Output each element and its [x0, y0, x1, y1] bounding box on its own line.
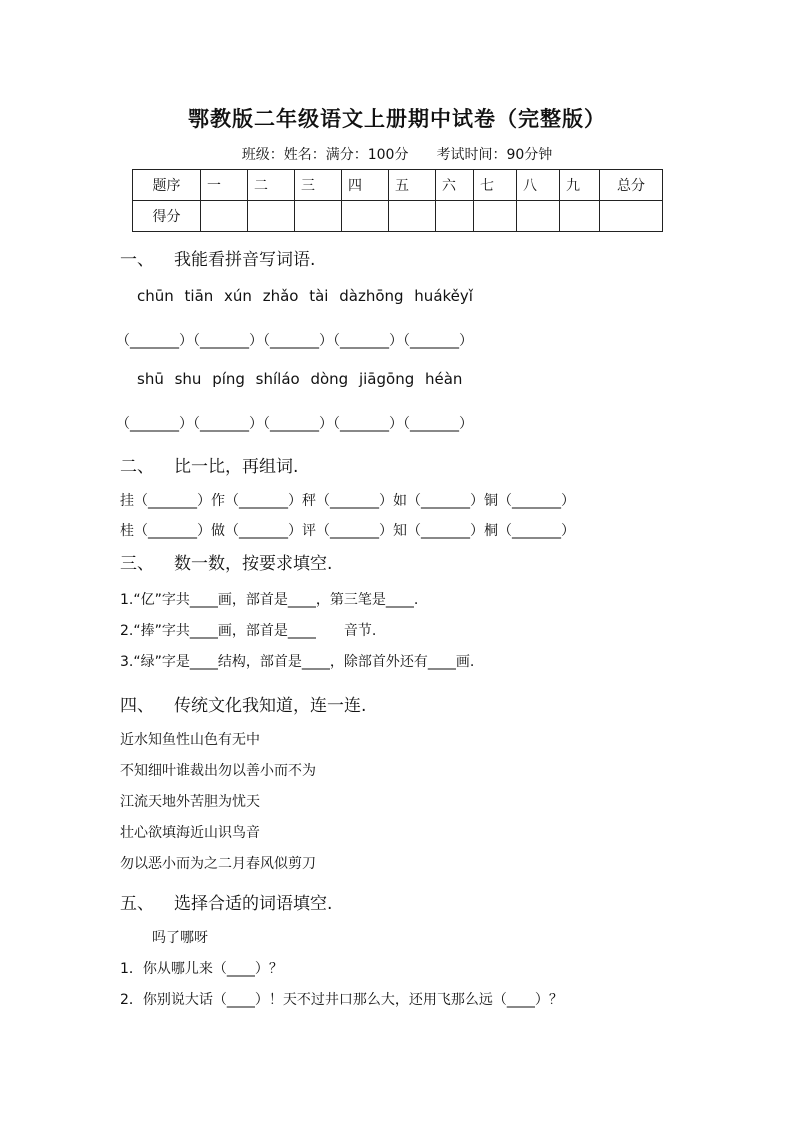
score-table — [132, 169, 663, 232]
score-cell[interactable] — [295, 201, 342, 232]
section-title: 选择合适的词语填空. — [174, 894, 333, 914]
section-title: 数一数，按要求填空. — [174, 554, 333, 574]
score-cell[interactable] — [389, 201, 436, 232]
section-4-heading — [120, 691, 366, 716]
question-3-1[interactable]: 1.“亿”字共____画，部首是____，第三笔是____. — [120, 592, 419, 608]
section-title: 传统文化我知道，连一连. — [174, 696, 367, 716]
question-5-2[interactable]: 2．你别说大话（____）！天不过井口那么大，还用飞那么远（____）？ — [120, 992, 563, 1008]
pinyin-row-2: shū shu píng shíláo dòng jiāgōng héàn — [137, 370, 463, 388]
page-title: 鄂教版二年级语文上册期中试卷（完整版） — [188, 106, 606, 131]
section-title: 比一比，再组词. — [174, 457, 299, 477]
score-row — [133, 201, 663, 232]
section-3-heading — [120, 549, 332, 574]
match-line: 江流天地外苦胆为忧天 — [120, 794, 260, 810]
match-line: 不知细叶谁裁出勿以善小而不为 — [120, 763, 316, 779]
score-row-label: 得分 — [133, 201, 201, 232]
exam-info: 班级：姓名：满分：100分 考试时间：90分钟 — [241, 147, 553, 163]
header-cell: 七 — [474, 170, 517, 201]
header-cell: 五 — [389, 170, 436, 201]
header-cell: 四 — [342, 170, 389, 201]
section-number: 四、 — [120, 696, 154, 716]
section-number: 五、 — [120, 894, 154, 914]
word-options: 吗了哪呀 — [152, 930, 208, 946]
score-cell[interactable] — [560, 201, 600, 232]
answer-blanks-row-2[interactable]: （_______）（_______）（_______）（_______）（_______） — [116, 416, 473, 432]
score-cell[interactable] — [436, 201, 474, 232]
question-3-2[interactable]: 2.“捧”字共____画，部首是____ 音节. — [120, 623, 377, 639]
score-header-row — [133, 170, 663, 201]
header-cell: 题序 — [133, 170, 201, 201]
score-cell[interactable] — [342, 201, 389, 232]
score-cell[interactable] — [474, 201, 517, 232]
question-3-3[interactable]: 3.“绿”字是____结构，部首是____，除部首外还有____画. — [120, 654, 475, 670]
section-number: 三、 — [120, 554, 154, 574]
section-2-heading — [120, 452, 298, 477]
score-cell[interactable] — [248, 201, 295, 232]
section-number: 二、 — [120, 457, 154, 477]
header-cell: 一 — [201, 170, 248, 201]
header-cell: 三 — [295, 170, 342, 201]
score-cell[interactable] — [517, 201, 560, 232]
header-cell: 六 — [436, 170, 474, 201]
compare-row-2[interactable]: 桂（_______）做（_______）评（_______）知（_______）桐（_______） — [120, 523, 575, 539]
header-cell: 二 — [248, 170, 295, 201]
section-title: 我能看拼音写词语. — [174, 250, 316, 270]
match-line: 近水知鱼性山色有无中 — [120, 732, 260, 748]
section-number: 一、 — [120, 250, 154, 270]
header-cell: 总分 — [600, 170, 663, 201]
compare-row-1[interactable]: 挂（_______）作（_______）秤（_______）如（_______）铜（_______） — [120, 493, 575, 509]
score-cell[interactable] — [201, 201, 248, 232]
header-cell: 九 — [560, 170, 600, 201]
section-1-heading — [120, 245, 315, 270]
score-cell[interactable] — [600, 201, 663, 232]
match-line: 勿以恶小而为之二月春风似剪刀 — [120, 856, 316, 872]
section-5-heading — [120, 889, 332, 914]
match-line: 壮心欲填海近山识鸟音 — [120, 825, 260, 841]
answer-blanks-row-1[interactable]: （_______）（_______）（_______）（_______）（_______） — [116, 333, 473, 349]
header-cell: 八 — [517, 170, 560, 201]
pinyin-row-1: chūn tiān xún zhǎo tài dàzhōng huákěyǐ — [137, 287, 473, 305]
question-5-1[interactable]: 1．你从哪儿来（____）？ — [120, 961, 283, 977]
